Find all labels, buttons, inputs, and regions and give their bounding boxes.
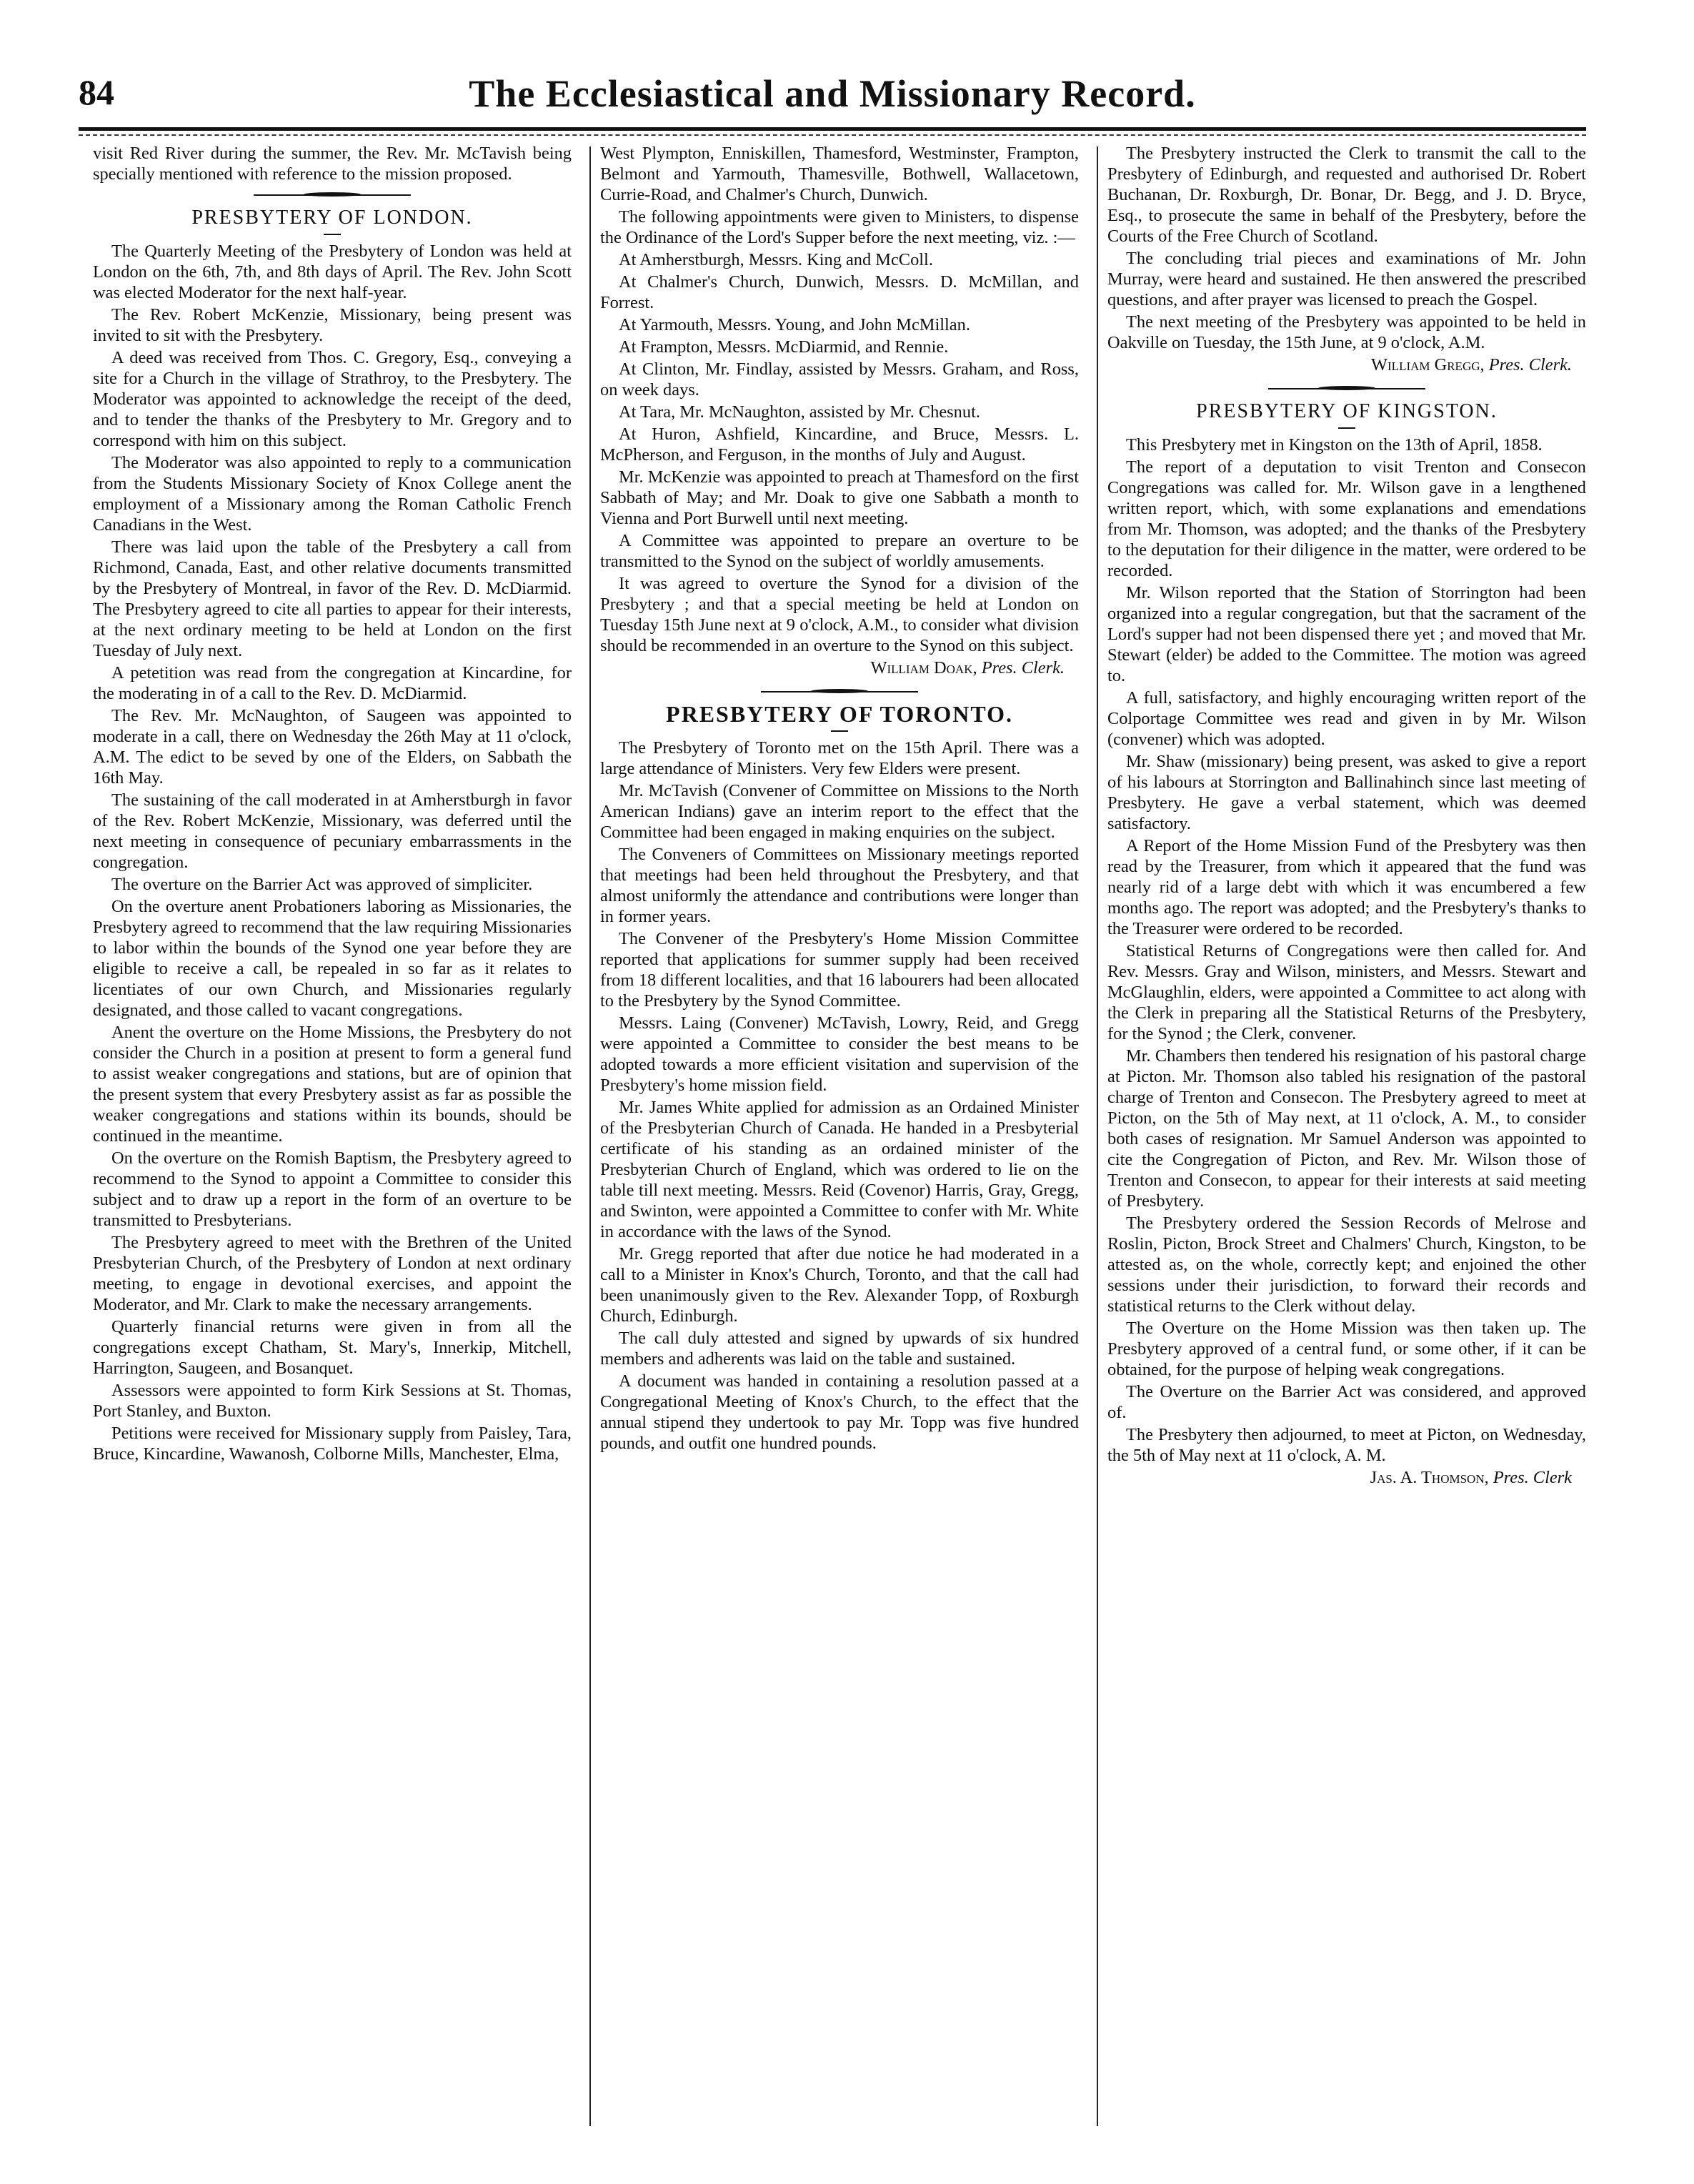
signature-role: Pres. Clerk. — [981, 658, 1065, 677]
header-rule — [79, 127, 1586, 131]
paragraph: Mr. James White applied for admission as an Ordained Minister of the Presbyterian Church of Canada. He handed in a Presbyterial certificate of his standing as an ordained minister of the Presbyterian Church of England, which was ordered to lie on the table till next meeting. Messrs. Reid (Covenor) Harris, Gray, Gregg, and Swinton, were appointed a Committee to confer with Mr. White in accordance with the laws of the Synod. — [600, 1098, 1079, 1241]
paragraph: The following appointments were given to Ministers, to dispense the Ordinance of the Lord's Supper before the next meeting, viz. :— — [600, 207, 1079, 247]
paragraph: The Conveners of Committees on Missionary meetings reported that meetings had been held throughout the Presbytery, and that almost uniformly the attendance and contributions were longer than in former years. — [600, 845, 1079, 926]
signature-gregg — [1107, 354, 1586, 375]
section-heading-london: PRESBYTERY OF LONDON. — [191, 207, 473, 229]
paragraph: A full, satisfactory, and highly encouraging written report of the Colportage Committee wes read and given in by Mr. Wilson (convener) which was adopted. — [1107, 688, 1586, 749]
section-ornament — [254, 190, 411, 200]
paragraph: At Yarmouth, Messrs. Young, and John McMillan. — [619, 315, 970, 334]
paragraph: Anent the overture on the Home Missions, the Presbytery do not consider the Church in a position at present to form a general fund to assist weaker congregations and stations, but are of opinion that the present system that every Presbytery assist as far as possible the weaker congregations and stations within its bounds, should be continued in the meantime. — [93, 1023, 572, 1146]
signature-name: William Doak, — [870, 658, 977, 677]
heading-dash — [831, 730, 848, 732]
paragraph: The Quarterly Meeting of the Presbytery of London was held at London on the 6th, 7th, and 8th days of April. The Rev. John Scott was elected Moderator for the next half-year. — [93, 242, 572, 302]
article-columns — [93, 143, 1586, 2130]
paragraph: It was agreed to overture the Synod for a division of the Presbytery ; and that a special meeting be held at London on Tuesday 15th June next at 9 o'clock, A.M., to consider what division should be recommended in an overture to the Synod on this subject. — [600, 574, 1079, 655]
paragraph: At Huron, Ashfield, Kincardine, and Bruce, Messrs. L. McPherson, and Ferguson, in the months of July and August. — [600, 425, 1079, 465]
paragraph: The Presbytery agreed to meet with the Brethren of the United Presbyterian Church, of the Presbytery of London at next ordinary meeting, to engage in devotional exercises, and appoint the Moderator, and Mr. Clark to make the necessary arrangements. — [93, 1233, 572, 1314]
paragraph: Mr. McKenzie was appointed to preach at Thamesford on the first Sabbath of May; and Mr. Doak to give one Sabbath a month to Vienna and Port Burwell until next meeting. — [600, 467, 1079, 528]
paragraph: At Tara, Mr. McNaughton, assisted by Mr. Chesnut. — [619, 402, 980, 422]
paragraph: visit Red River during the summer, the Rev. Mr. McTavish being specially mentioned with reference to the mission proposed. — [93, 144, 572, 184]
header-rule-dashed — [79, 134, 1586, 136]
paragraph: This Presbytery met in Kingston on the 13th of April, 1858. — [1126, 435, 1543, 455]
paragraph: A document was handed in containing a resolution passed at a Congregational Meeting of Knox's Church, to the effect that the annual stipend they undertook to pay Mr. Topp was five hundred pounds, and outfit one hundred pounds. — [600, 1371, 1079, 1453]
paragraph: The Moderator was also appointed to reply to a communication from the Students Missionary Society of Knox College anent the employment of a Missionary among the Roman Catholic French Canadians in the West. — [93, 453, 572, 535]
page-number: 84 — [79, 72, 114, 112]
paragraph: On the overture on the Romish Baptism, the Presbytery agreed to recommend to the Synod to appoint a Committee to consider this subject and to draw up a report in the form of an overture to be transmitted to Presbyterians. — [93, 1148, 572, 1230]
paragraph: The Convener of the Presbytery's Home Mission Committee reported that applications for summer supply had been received from 18 different localities, and that 16 labourers had been allocated to the Presbytery by the Synod Committee. — [600, 929, 1079, 1011]
paragraph: Assessors were appointed to form Kirk Sessions at St. Thomas, Port Stanley, and Buxton. — [93, 1381, 572, 1421]
section-ornament — [761, 687, 918, 697]
paragraph: The Overture on the Barrier Act was considered, and approved of. — [1107, 1382, 1586, 1422]
paragraph: A petetition was read from the congregation at Kincardine, for the moderating in of a call to the Rev. D. McDiarmid. — [93, 663, 572, 703]
paragraph: The sustaining of the call moderated in at Amherstburgh in favor of the Rev. Robert McKenzie, Missionary, was deferred until the next meeting in consequence of pecuniary embarrassments in the congregation. — [93, 790, 572, 872]
paragraph: The call duly attested and signed by upwards of six hundred members and adherents was laid on the table and sustained. — [600, 1329, 1079, 1369]
paragraph: Quarterly financial returns were given in from all the congregations except Chatham, St. Mary's, Innerkip, Mitchell, Harrington, Saugeen, and Bosanquet. — [93, 1317, 572, 1378]
paragraph: Mr. McTavish (Convener of Committee on Missions to the North American Indians) gave an interim report to the effect that the Committee had been engaged in making enquiries on the subject. — [600, 781, 1079, 842]
signature-name: William Gregg, — [1371, 355, 1485, 374]
paragraph: Messrs. Laing (Convener) McTavish, Lowry, Reid, and Gregg were appointed a Committee to consider the best means to be adopted towards a more efficient visitation and supervision of the Presbytery's home mission field. — [600, 1013, 1079, 1095]
paragraph: At Frampton, Messrs. McDiarmid, and Rennie. — [619, 337, 949, 357]
paragraph: Mr. Wilson reported that the Station of Storrington had been organized into a regular congregation, but that the sacrament of the Lord's supper had not been dispensed there yet ; and moved that Mr. Stewart (elder) be added to the Committee. The motion was agreed to. — [1107, 583, 1586, 685]
paragraph: Mr. Gregg reported that after due notice he had moderated in a call to a Minister in Knox's Church, Toronto, and that the call had been unanimously given to the Rev. Alexander Topp, of Roxburgh Church, Edinburgh. — [600, 1244, 1079, 1326]
paragraph: A Committee was appointed to prepare an overture to be transmitted to the Synod on the subject of worldly amusements. — [600, 531, 1079, 571]
paragraph: At Clinton, Mr. Findlay, assisted by Messrs. Graham, and Ross, on week days. — [600, 359, 1079, 399]
paragraph: Statistical Returns of Congregations were then called for. And Rev. Messrs. Gray and Wilson, ministers, and Messrs. Stewart and McGlaughlin, elders, were appointed a Committee to act along with the Clerk in preparing all the Statistical Returns of the Presbytery, for the Synod ; the Clerk, convener. — [1107, 941, 1586, 1043]
signature-name: Jas. A. Thomson, — [1370, 1468, 1489, 1487]
heading-dash — [1338, 427, 1355, 429]
heading-dash — [324, 234, 341, 235]
signature-thomson — [1107, 1467, 1586, 1488]
paragraph: The Presbytery then adjourned, to meet at Picton, on Wednesday, the 5th of May next at 11 o'clock, A. M. — [1107, 1425, 1586, 1465]
paragraph: The Rev. Mr. McNaughton, of Saugeen was appointed to moderate in a call, there on Wednesday the 26th May at 11 o'clock, A.M. The edict to be seved by one of the Elders, on Sabbath the 16th May. — [93, 706, 572, 788]
section-heading-kingston: PRESBYTERY OF KINGSTON. — [1196, 400, 1498, 422]
paragraph: The Overture on the Home Mission was then taken up. The Presbytery approved of a central fund, or some other, if it can be obtained, for the purpose of helping weak congregations. — [1107, 1319, 1586, 1379]
paragraph: The concluding trial pieces and examinations of Mr. John Murray, were heard and sustained. He then answered the prescribed questions, and after prayer was licensed to preach the Gospel. — [1107, 249, 1586, 309]
signature-role: Pres. Clerk — [1493, 1468, 1572, 1487]
signature-role: Pres. Clerk. — [1488, 355, 1572, 374]
paragraph: The report of a deputation to visit Trenton and Consecon Congregations was called for. Mr. Wilson gave in a lengthened written report, which, with some explanations and emendations from Mr. Thomson, was adopted; and the thanks of the Presbytery to the deputation for their diligence in the matter, were ordered to be recorded. — [1107, 457, 1586, 580]
paragraph: West Plympton, Enniskillen, Thamesford, Westminster, Frampton, Belmont and Yarmouth, Thamesville, Bothwell, Wallacetown, Currie-Road, and Chalmer's Church, Dunwich. — [600, 144, 1079, 204]
paragraph: On the overture anent Probationers laboring as Missionaries, the Presbytery agreed to recommend that the law requiring Missionaries to labor within the bounds of the Synod one year before they are eligible to receive a call, be repealed in so far as it relates to licentiates of our own Church, and Missionaries regularly designated, and those called to vacant congregations. — [93, 897, 572, 1020]
section-heading-toronto: PRESBYTERY OF TORONTO. — [666, 701, 1013, 727]
running-title: The Ecclesiastical and Missionary Record. — [469, 72, 1196, 115]
paragraph: The next meeting of the Presbytery was appointed to be held in Oakville on Tuesday, the 15th June, at 9 o'clock, A.M. — [1107, 312, 1586, 352]
column-1 — [93, 143, 572, 2130]
paragraph: A Report of the Home Mission Fund of the Presbytery was then read by the Treasurer, from which it appeared that the fund was nearly rid of a large debt with which it was encumbered a few months ago. The report was adopted; and the Presbytery's thanks to the Treasurer were ordered to be recorded. — [1107, 836, 1586, 938]
column-2 — [600, 143, 1079, 2130]
paragraph: The overture on the Barrier Act was approved of simpliciter. — [111, 875, 533, 894]
paragraph: Petitions were received for Missionary supply from Paisley, Tara, Bruce, Kincardine, Wawanosh, Colborne Mills, Manchester, Elma, — [93, 1424, 572, 1464]
paragraph: Mr. Shaw (missionary) being present, was asked to give a report of his labours at Storrington and Ballinahinch since last meeting of Presbytery. He gave a verbal statement, which was deemed satisfactory. — [1107, 752, 1586, 833]
paragraph: The Presbytery ordered the Session Records of Melrose and Roslin, Picton, Brock Street and Chalmers' Church, Kingston, to be attested as, on the whole, correctly kept; and enjoined the other sessions under their jurisdiction, to forward their records and statistical returns to the Clerk without delay. — [1107, 1213, 1586, 1316]
paragraph: The Presbytery of Toronto met on the 15th April. There was a large attendance of Ministers. Very few Elders were present. — [600, 738, 1079, 778]
page-header — [79, 71, 1586, 121]
paragraph: The Rev. Robert McKenzie, Missionary, being present was invited to sit with the Presbytery. — [93, 305, 572, 345]
paragraph: At Chalmer's Church, Dunwich, Messrs. D. McMillan, and Forrest. — [600, 272, 1079, 312]
paragraph: The Presbytery instructed the Clerk to transmit the call to the Presbytery of Edinburgh, and requested and authorised Dr. Robert Buchanan, Dr. Roxburgh, Dr. Bonar, Dr. Begg, and J. D. Bryce, Esq., to prosecute the same in behalf of the Presbytery, before the Courts of the Free Church of Scotland. — [1107, 144, 1586, 246]
paragraph: A deed was received from Thos. C. Gregory, Esq., conveying a site for a Church in the village of Strathroy, to the Presbytery. The Moderator was appointed to acknowledge the receipt of the deed, and to tender the thanks of the Presbytery to Mr. Gregory and to correspond with him on this subject. — [93, 348, 572, 450]
paragraph: At Amherstburgh, Messrs. King and McColl. — [619, 250, 933, 269]
signature-doak — [600, 657, 1079, 678]
section-ornament — [1268, 384, 1425, 394]
paragraph: There was laid upon the table of the Presbytery a call from Richmond, Canada, East, and other relative documents transmitted by the Presbytery of Montreal, in favor of the Rev. D. McDiarmid. The Presbytery agreed to cite all parties to appear for their interests, at the next ordinary meeting to be held at London on the first Tuesday of July next. — [93, 537, 572, 660]
column-3 — [1107, 143, 1586, 2130]
paragraph: Mr. Chambers then tendered his resignation of his pastoral charge at Picton. Mr. Thomson also tabled his resignation of the pastoral charge of Trenton and Consecon. The Presbytery agreed to meet at Picton, on the 5th of May next, at 11 o'clock, A. M., to consider both cases of resignation. Mr Samuel Anderson was appointed to cite the Congregation of Picton, and Rev. Mr. Wilson those of Trenton and Consecon, to appear for their interests at said meeting of Presbytery. — [1107, 1046, 1586, 1211]
